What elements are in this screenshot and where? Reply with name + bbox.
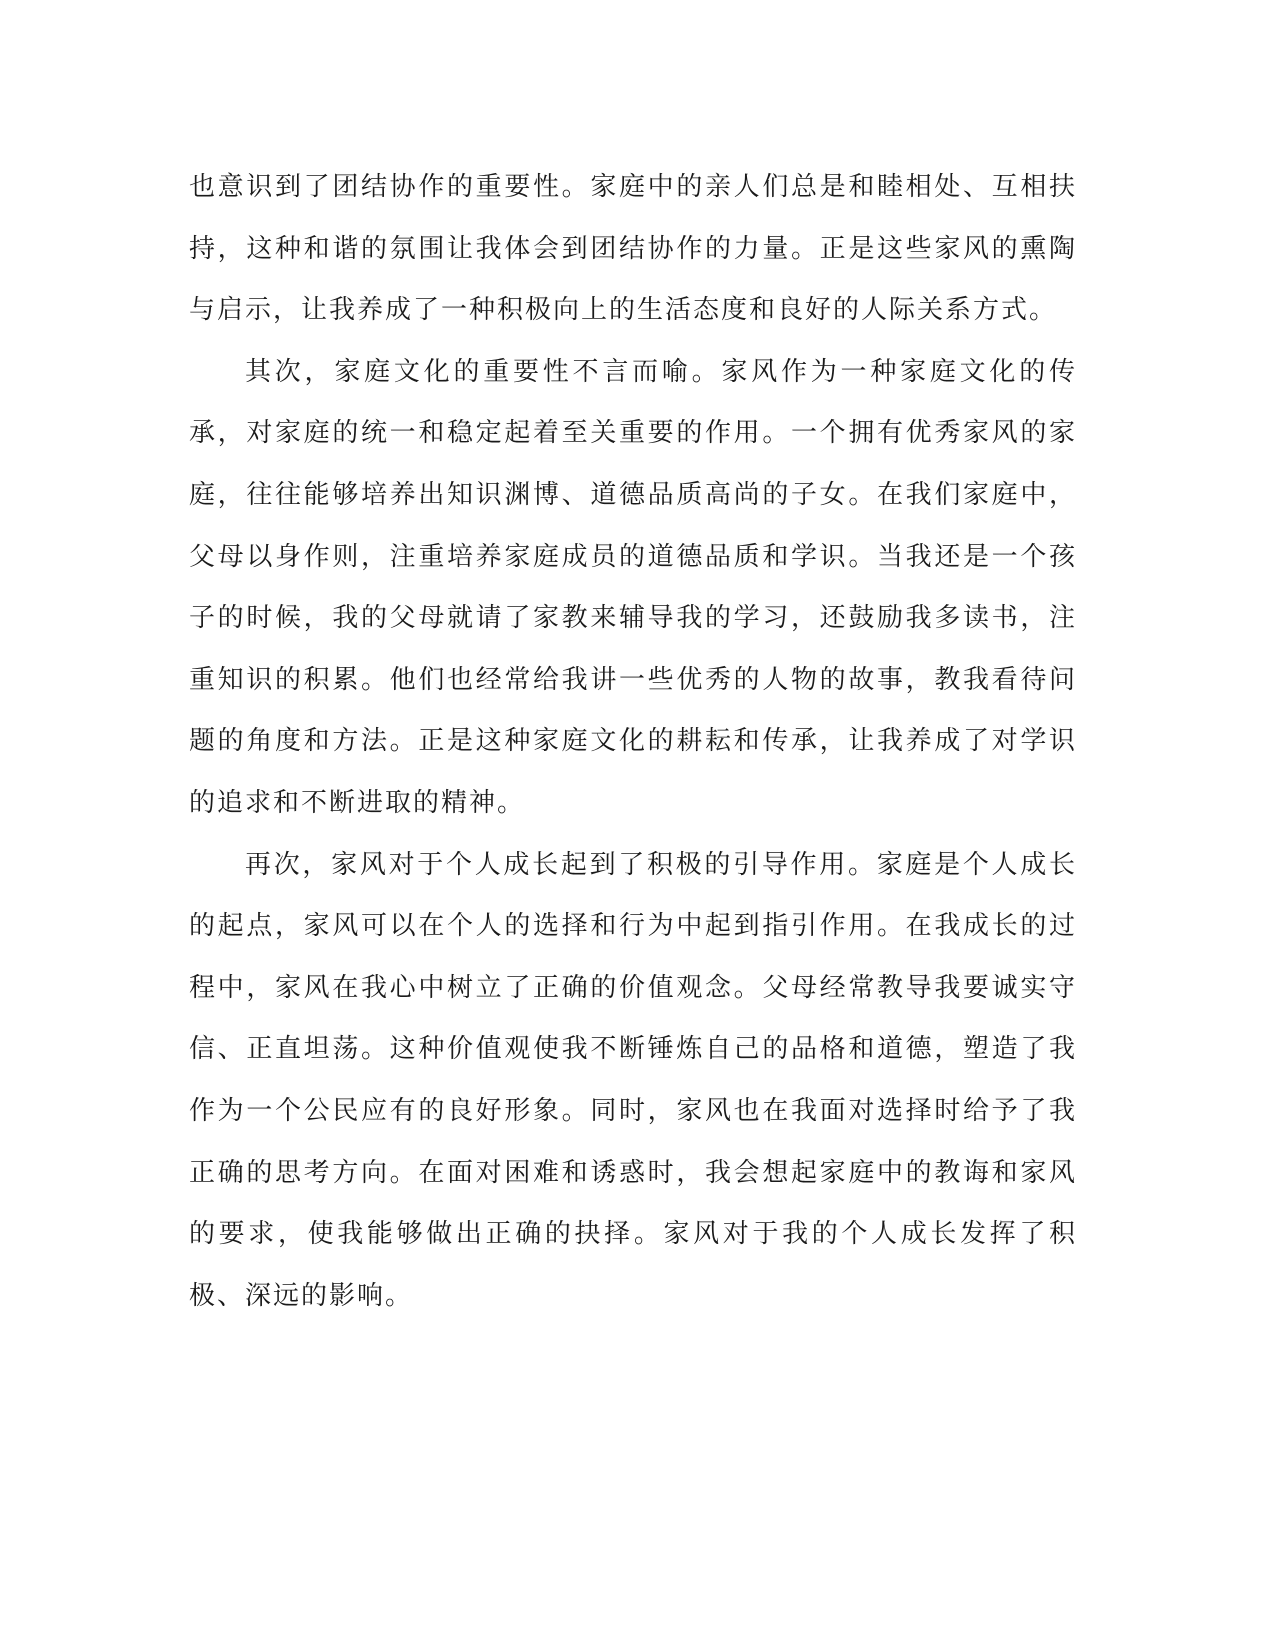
paragraph-personal-growth: 再次，家风对于个人成长起到了积极的引导作用。家庭是个人成长的起点，家风可以在个人的选择和行为中起到指引作用。在我成长的过程中，家风在我心中树立了正确的价值观念。父母经常教导我要诚实守信、正直坦荡。这种价值观使我不断锤炼自己的品格和道德，塑造了我作为一个公民应有的良好形象。同时，家风也在我面对选择时给予了我正确的思考方向。在面对困难和诱惑时，我会想起家庭中的教诲和家风的要求，使我能够做出正确的抉择。家风对于我的个人成长发挥了积极、深远的影响。	[189, 849, 1077, 1311]
document-page	[189, 157, 1077, 1327]
paragraph-family-culture: 其次，家庭文化的重要性不言而喻。家风作为一种家庭文化的传承，对家庭的统一和稳定起着至关重要的作用。一个拥有优秀家风的家庭，往往能够培养出知识渊博、道德品质高尚的子女。在我们家庭中，父母以身作则，注重培养家庭成员的道德品质和学识。当我还是一个孩子的时候，我的父母就请了家教来辅导我的学习，还鼓励我多读书，注重知识的积累。他们也经常给我讲一些优秀的人物的故事，教我看待问题的角度和方法。正是这种家庭文化的耕耘和传承，让我养成了对学识的追求和不断进取的精神。	[189, 356, 1077, 818]
paragraph-continuation: 也意识到了团结协作的重要性。家庭中的亲人们总是和睦相处、互相扶持，这种和谐的氛围让我体会到团结协作的力量。正是这些家风的熏陶与启示，让我养成了一种积极向上的生活态度和良好的人际关系方式。	[189, 172, 1077, 326]
